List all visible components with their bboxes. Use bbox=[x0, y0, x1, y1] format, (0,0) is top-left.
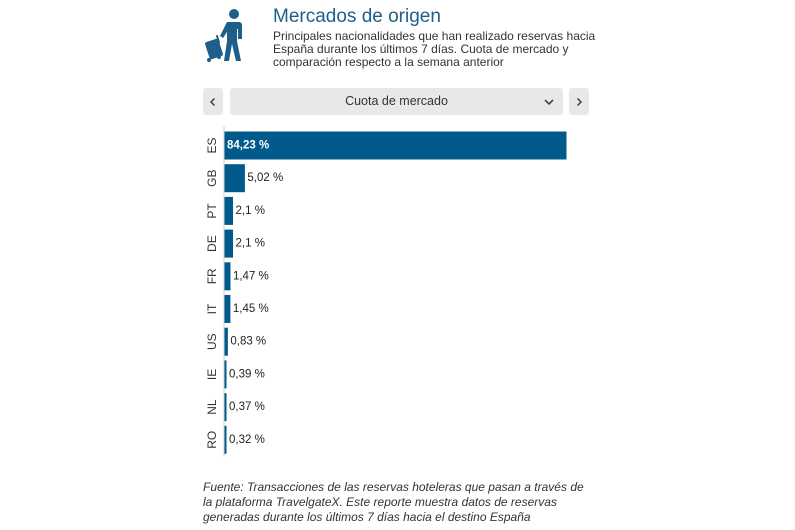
tick-label-it: IT bbox=[205, 303, 219, 315]
bar-es bbox=[225, 132, 567, 160]
header bbox=[203, 6, 596, 69]
data-label-pt: 2,1 % bbox=[235, 204, 265, 217]
metric-select[interactable] bbox=[230, 88, 563, 115]
bar-de bbox=[225, 230, 234, 258]
data-label-es: 84,23 % bbox=[227, 139, 270, 152]
tick-label-ro: RO bbox=[205, 430, 219, 449]
bar-gb bbox=[225, 164, 245, 192]
tick-label-fr: FR bbox=[205, 268, 219, 285]
data-label-us: 0,83 % bbox=[230, 335, 267, 348]
tick-label-es: ES bbox=[205, 137, 219, 154]
data-label-de: 2,1 % bbox=[235, 237, 265, 250]
metric-select-value: Cuota de mercado bbox=[345, 94, 448, 108]
chevron-left-icon bbox=[208, 97, 218, 107]
tick-label-ie: IE bbox=[205, 368, 219, 381]
tick-label-nl: NL bbox=[205, 399, 219, 415]
data-label-nl: 0,37 % bbox=[229, 401, 265, 414]
chevron-right-icon bbox=[574, 97, 584, 107]
data-label-gb: 5,02 % bbox=[247, 172, 284, 185]
source-note: Fuente: Transacciones de las reservas hoteleras que pasan a través de la plataforma TravelgateX. Este reporte muestra datos de reservas generadas durante los últimos 7 días hacia el destino España bbox=[203, 480, 584, 524]
tick-label-gb: GB bbox=[205, 169, 219, 187]
data-label-ro: 0,32 % bbox=[229, 433, 265, 446]
bar-nl bbox=[225, 393, 227, 421]
data-label-fr: 1,47 % bbox=[232, 270, 269, 283]
metric-controls bbox=[203, 88, 591, 115]
bar-fr bbox=[225, 262, 231, 290]
next-metric-button[interactable] bbox=[569, 88, 589, 115]
data-label-it: 1,45 % bbox=[232, 303, 269, 315]
previous-metric-button[interactable] bbox=[203, 88, 223, 115]
data-label-ie: 0,39 % bbox=[229, 368, 265, 381]
market-share-bar-chart bbox=[195, 122, 595, 457]
tick-label-de: DE bbox=[205, 235, 219, 252]
page-title: Mercados de origen bbox=[273, 6, 441, 27]
bar-ie bbox=[225, 360, 227, 388]
bar-us bbox=[225, 328, 228, 356]
chevron-down-icon bbox=[543, 96, 555, 108]
tick-label-us: US bbox=[205, 333, 219, 351]
bar-ro bbox=[225, 426, 227, 454]
bar-it bbox=[225, 295, 231, 323]
tick-label-pt: PT bbox=[205, 203, 219, 219]
page-subtitle: Principales nacionalidades que han realizado reservas hacia España durante los últimos 7 días. Cuota de mercado y comparación respecto a la semana anterior bbox=[273, 29, 596, 69]
traveler-with-suitcase-icon bbox=[203, 8, 251, 64]
bar-pt bbox=[225, 197, 234, 225]
